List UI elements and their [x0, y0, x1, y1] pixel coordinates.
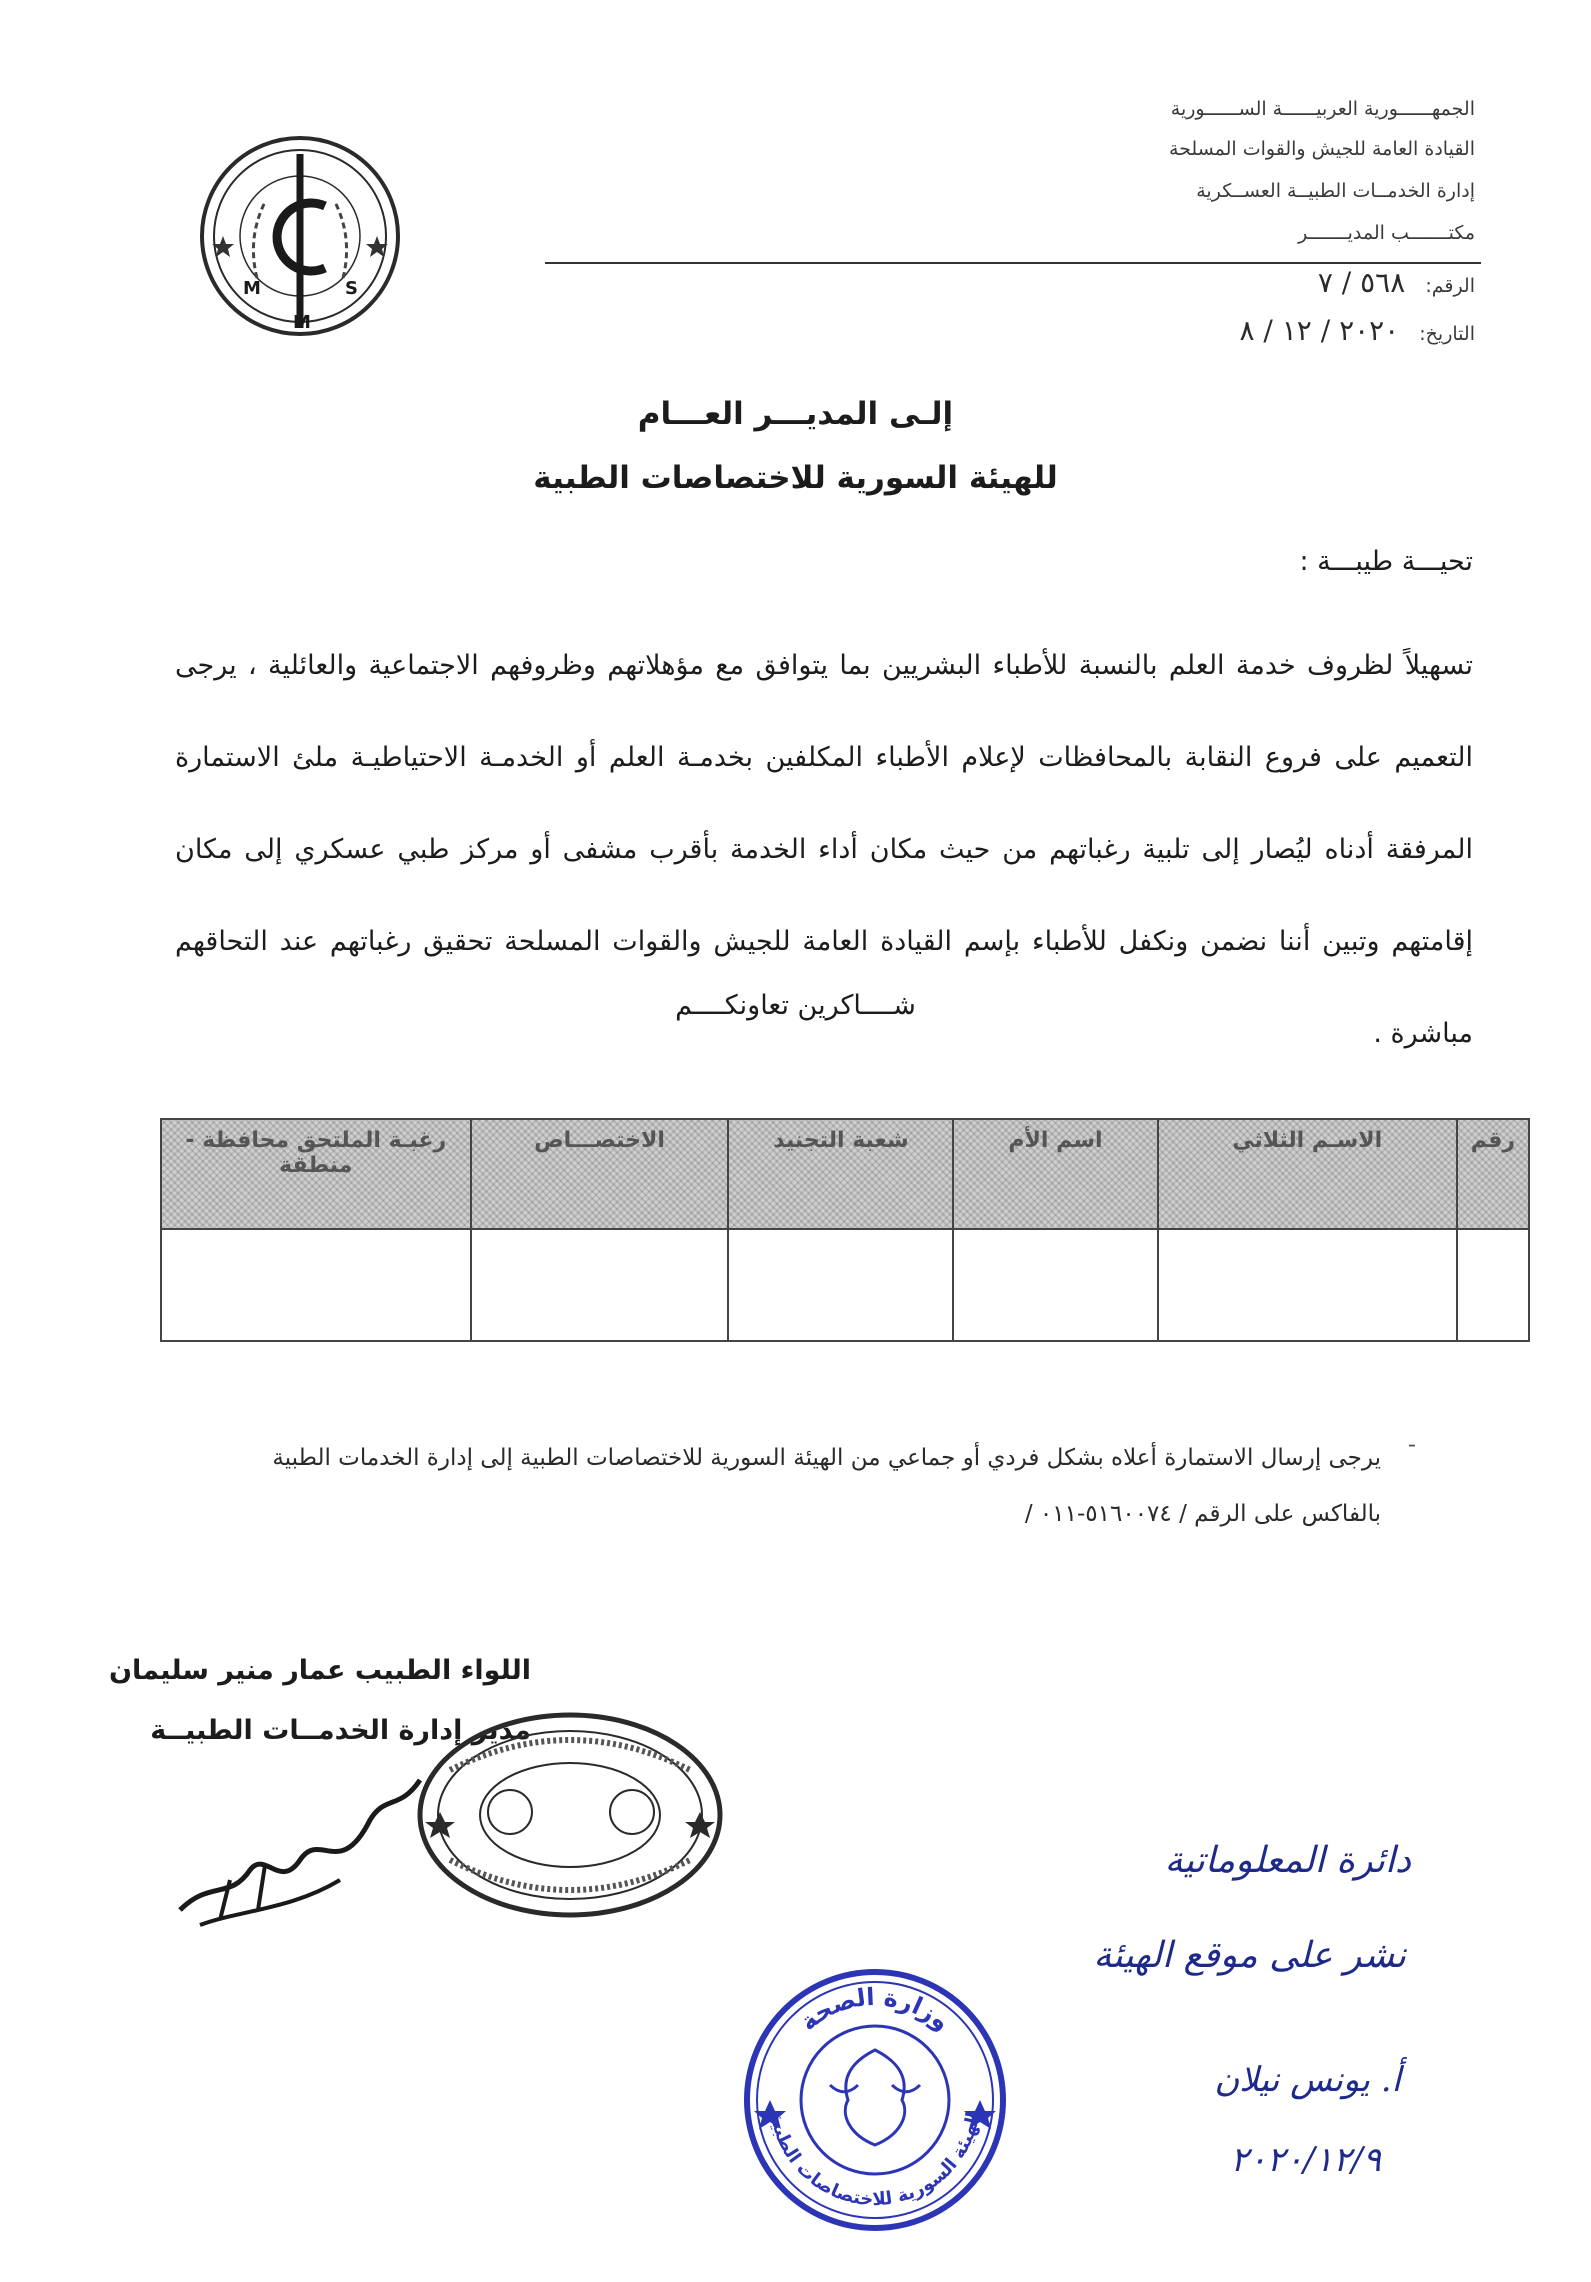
reference-number-label: الرقم: — [1425, 275, 1475, 297]
cell-preference[interactable] — [161, 1229, 471, 1341]
stamp-bottom-text: الهيئة السورية للاختصاصات الطبية — [765, 2110, 985, 2211]
emblem-letter-left: M — [243, 278, 261, 299]
header-line-department: إدارة الخدمــات الطبيــة العســكرية — [1196, 180, 1475, 202]
signatory-title: مدير إدارة الخدمــات الطبيــة — [150, 1715, 531, 1746]
addressee-organization: للهيئة السورية للاختصاصات الطبية — [533, 460, 1058, 496]
closing-thanks: شــــاكرين تعاونكــــم — [675, 990, 916, 1021]
document-date — [1239, 314, 1475, 347]
form-table-header-row — [161, 1119, 1529, 1229]
cell-number[interactable] — [1457, 1229, 1529, 1341]
column-header-preference: رغبـة الملتحق محافظة - منطقة — [161, 1119, 471, 1229]
handwritten-signature-icon — [170, 1760, 430, 1940]
column-header-number: رقم — [1457, 1119, 1529, 1229]
handwritten-note-department: دائرة المعلوماتية — [1164, 1840, 1411, 1881]
reference-number-value: ٥٦٨ / ٧ — [1317, 266, 1406, 299]
cell-full-name[interactable] — [1158, 1229, 1457, 1341]
header-line-office: مكتـــــــب المديـــــــر — [1298, 222, 1475, 244]
handwritten-note-name: أ. يونس نيلان — [1214, 2060, 1401, 2100]
column-header-mother-name: اسم الأم — [953, 1119, 1157, 1229]
cell-specialty[interactable] — [471, 1229, 729, 1341]
table-row — [161, 1229, 1529, 1341]
header-line-command: القيادة العامة للجيش والقوات المسلحة — [1168, 138, 1475, 160]
cell-recruitment-branch[interactable] — [728, 1229, 953, 1341]
official-seal-stamp-icon — [410, 1700, 730, 1930]
body-paragraph: تسهيلاً لظروف خدمة العلم بالنسبة للأطباء البشريين بما يتوافق مع مؤهلاتهم وظروفهم الاجتماعية والعائلية ، يرجى التعميم على فروع النقابة بالمحافظات لإعلام الأطباء المكلفين بخدمـة العلم أو الخدمـة الاحتياطيـة ملئ الاستمارة المرفقة أدناه ليُصار إلى تلبية رغباتهم من حيث مكان أداء الخدمة بأقرب مشفى أو مركز طبي عسكري إلى مكان إقامتهم وتبين أننا نضمن ونكفل للأطباء بإسم القيادة العامة للجيش والقوات المسلحة تحقيق رغباتهم عند التحاقهم مباشرة . — [175, 650, 1473, 1049]
greeting: تحيـــة طيبـــة : — [1299, 546, 1473, 577]
military-medical-emblem-icon — [195, 118, 405, 358]
emblem-letter-right: S — [345, 278, 358, 299]
reference-number — [1318, 266, 1475, 299]
ministry-of-health-stamp-icon — [740, 1965, 1010, 2235]
document-date-label: التاريخ: — [1419, 323, 1475, 345]
signatory-name: اللواء الطبيب عمار منير سليمان — [109, 1655, 531, 1686]
handwritten-note-publish: نشر على موقع الهيئة — [1093, 1935, 1406, 1976]
fax-instructions-note: يرجى إرسال الاستمارة أعلاه بشكل فردي أو جماعي من الهيئة السورية للاختصاصات الطبية إلى إدارة الخدمات الطبية بالفاكس على الرقم / ٥١٦٠٠٧٤-٠١١ / — [272, 1445, 1381, 1527]
emblem-letter-bottom: M — [293, 312, 311, 333]
column-header-full-name: الاسـم الثلاثي — [1158, 1119, 1457, 1229]
cell-mother-name[interactable] — [953, 1229, 1157, 1341]
application-form-table — [160, 1118, 1530, 1342]
header-line-country: الجمهــــــورية العربيــــــة الســــــورية — [1170, 98, 1475, 120]
handwritten-note-date: ٢٠٢٠/١٢/٩ — [1230, 2140, 1381, 2180]
note-bullet: - — [1407, 1432, 1416, 1458]
column-header-specialty: الاختصـــاص — [471, 1119, 729, 1229]
addressee-title: إلـى المديـــر العـــام — [637, 396, 954, 432]
document-date-value: ٢٠٢٠ / ١٢ / ٨ — [1239, 314, 1400, 347]
header-divider — [545, 262, 1481, 264]
column-header-recruitment-branch: شعبة التجنيد — [728, 1119, 953, 1229]
stamp-top-text: وزارة الصحة — [794, 1982, 956, 2037]
